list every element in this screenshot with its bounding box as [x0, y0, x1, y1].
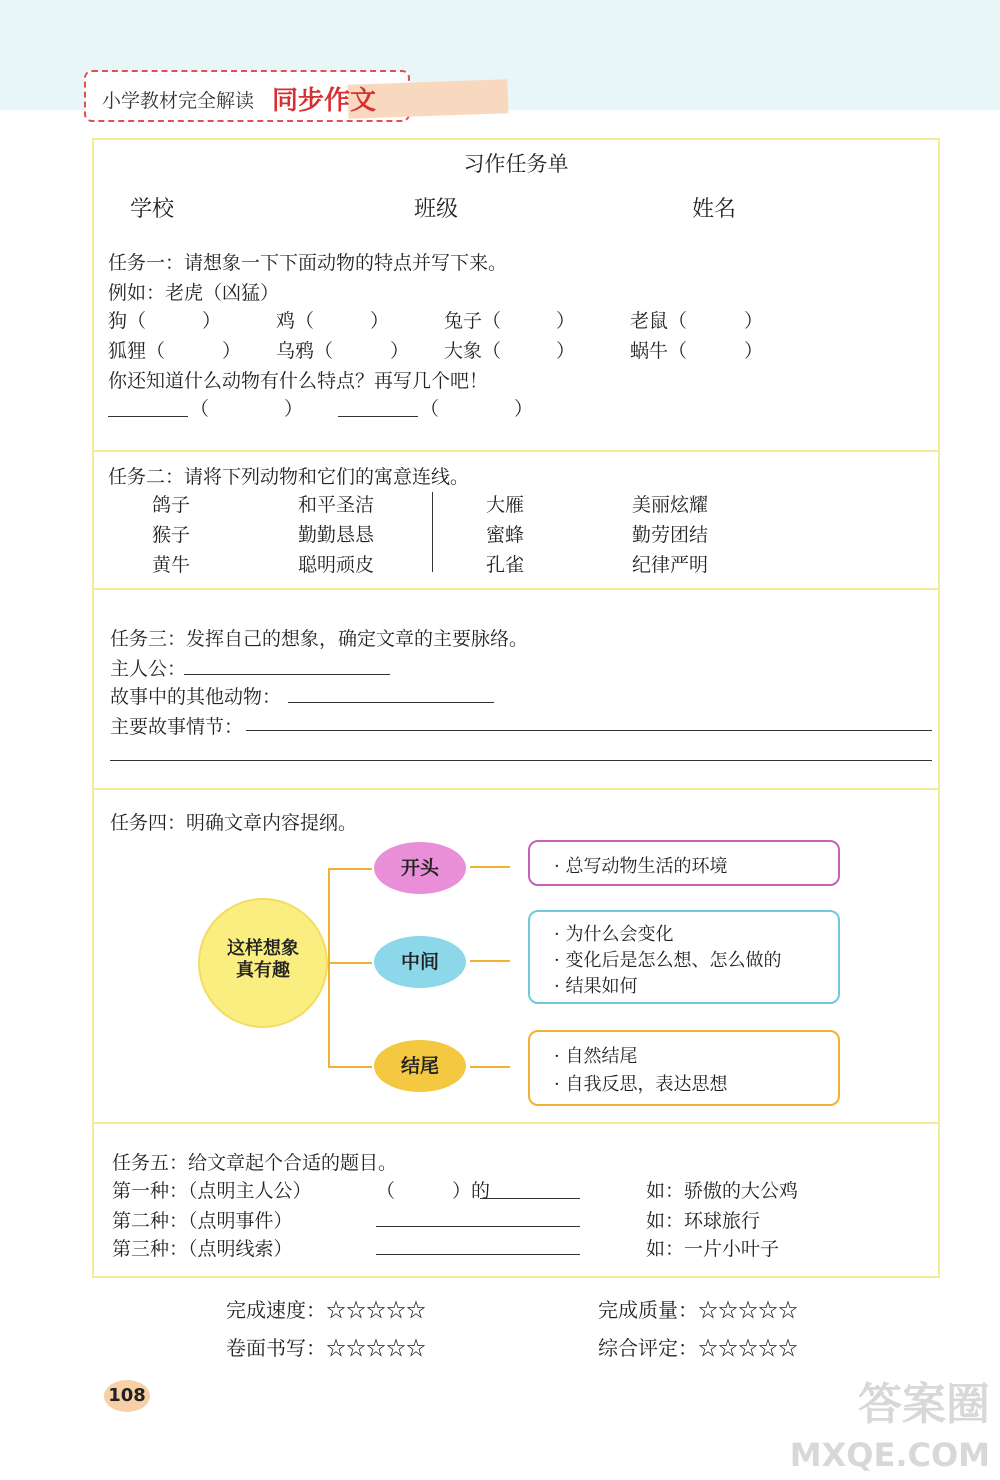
task-sheet [92, 138, 940, 1278]
left-animal: 黄牛 [152, 554, 191, 576]
animal-blank: 狗（ [108, 310, 147, 332]
plot-line [246, 730, 932, 731]
outline-item: · 结果如何 [554, 976, 638, 997]
title-type-label: 第三种：（点明线索） [112, 1238, 293, 1260]
title-example: 如：一片小叶子 [646, 1238, 780, 1260]
outline-item: · 自然结尾 [554, 1046, 638, 1067]
outline-item: · 自我反思，表达思想 [554, 1074, 728, 1095]
close-paren: ） [222, 340, 242, 362]
right-animal: 大雁 [486, 494, 525, 516]
outline-item: · 总写动物生活的环境 [554, 856, 728, 877]
other-animals-label: 故事中的其他动物： [110, 686, 282, 708]
outline-node-start: 开头 [374, 842, 466, 894]
watermark-logo [790, 1380, 990, 1480]
section-divider [94, 1122, 938, 1124]
left-animal: 猴子 [152, 524, 191, 546]
task5-heading: 任务五：给文章起个合适的题目。 [112, 1152, 398, 1174]
protagonist-line [184, 674, 390, 675]
animal-blank: 蜗牛（ [630, 340, 688, 362]
node-connector [470, 866, 510, 868]
left-meaning: 聪明顽皮 [298, 554, 375, 576]
left-animal: 鸽子 [152, 494, 191, 516]
outline-box-middle [528, 910, 840, 1004]
close-paren: ） [556, 310, 576, 332]
plot-label: 主要故事情节： [110, 716, 244, 738]
center-topic-line: 真有趣 [236, 960, 290, 981]
animal-blank: 狐狸（ [108, 340, 166, 362]
outline-node-end: 结尾 [374, 1040, 466, 1092]
left-meaning: 勤勤恳恳 [298, 524, 375, 546]
page-number: 108 [104, 1380, 150, 1412]
blank-close: ） [284, 398, 304, 420]
rating-overall: 综合评定：☆☆☆☆☆ [598, 1336, 798, 1360]
book-series-label: 小学教材完全解读 [102, 90, 255, 112]
column-separator [432, 492, 433, 572]
center-topic-bubble [200, 900, 326, 1026]
outline-node-middle: 中间 [374, 936, 466, 988]
task4-heading: 任务四：明确文章内容提纲。 [110, 812, 358, 834]
node-connector [470, 960, 510, 962]
school-label: 学校 [130, 197, 175, 222]
branch-line [328, 1066, 372, 1068]
title-answer-line [376, 1226, 580, 1227]
outline-box-end [528, 1030, 840, 1106]
close-paren: ） [556, 340, 576, 362]
book-section-title: 同步作文 [272, 86, 377, 116]
task2-heading: 任务二：请将下列动物和它们的寓意连线。 [108, 466, 470, 488]
right-meaning: 纪律严明 [632, 554, 709, 576]
right-meaning: 美丽炫耀 [632, 494, 709, 516]
animal-blank: 老鼠（ [630, 310, 688, 332]
plot-line [110, 760, 932, 761]
close-paren: ） [202, 310, 222, 332]
task3-heading: 任务三：发挥自己的想象，确定文章的主要脉络。 [110, 628, 529, 650]
left-meaning: 和平圣洁 [298, 494, 375, 516]
outline-item: · 变化后是怎么想、怎么做的 [554, 950, 782, 971]
center-topic-line: 这样想象 [227, 938, 299, 959]
title-example: 如：骄傲的大公鸡 [646, 1180, 799, 1202]
close-paren: ） [744, 340, 764, 362]
section-divider [94, 588, 938, 590]
right-animal: 孔雀 [486, 554, 525, 576]
outline-item: · 为什么会变化 [554, 924, 674, 945]
title-type-label: 第二种：（点明事件） [112, 1210, 293, 1232]
task1-example: 例如：老虎（凶猛） [108, 282, 280, 304]
branch-trunk [328, 868, 330, 1066]
close-paren: ） [390, 340, 410, 362]
right-meaning: 勤劳团结 [632, 524, 709, 546]
blank-close: ） [514, 398, 534, 420]
protagonist-label: 主人公： [110, 658, 187, 680]
title-answer-line [376, 1254, 580, 1255]
answer-line [338, 416, 418, 417]
task1-prompt: 你还知道什么动物有什么特点？再写几个吧！ [108, 370, 489, 392]
blank-open: （ [420, 398, 440, 420]
name-label: 姓名 [692, 197, 737, 222]
task1-heading: 任务一：请想象一下下面动物的特点并写下来。 [108, 252, 508, 274]
close-paren: ） [370, 310, 390, 332]
title-example: 如：环球旅行 [646, 1210, 761, 1232]
animal-blank: 乌鸦（ [276, 340, 334, 362]
rating-speed: 完成速度：☆☆☆☆☆ [226, 1298, 426, 1322]
title-type-label: 第一种：（点明主人公） [112, 1180, 312, 1202]
blank-open: （ [190, 398, 210, 420]
watermark-line: 答案圈 [858, 1379, 990, 1430]
class-label: 班级 [414, 197, 459, 222]
animal-blank: 鸡（ [276, 310, 315, 332]
right-animal: 蜜蜂 [486, 524, 525, 546]
answer-line [108, 416, 188, 417]
sheet-title: 习作任务单 [463, 152, 569, 176]
node-connector [470, 1066, 510, 1068]
close-paren: ） [744, 310, 764, 332]
book-header-tag [84, 70, 410, 122]
animal-blank: 兔子（ [444, 310, 502, 332]
section-divider [94, 788, 938, 790]
title-answer-line [480, 1198, 580, 1199]
branch-line [328, 868, 372, 870]
rating-quality: 完成质量：☆☆☆☆☆ [598, 1298, 798, 1322]
watermark-line: MXQE.COM [789, 1436, 990, 1474]
branch-line [328, 962, 372, 964]
other-animals-line [288, 702, 494, 703]
animal-blank: 大象（ [444, 340, 502, 362]
rating-neatness: 卷面书写：☆☆☆☆☆ [226, 1336, 426, 1360]
title-type-template: （ ）的 [376, 1180, 491, 1202]
section-divider [94, 450, 938, 452]
outline-box-start [528, 840, 840, 886]
